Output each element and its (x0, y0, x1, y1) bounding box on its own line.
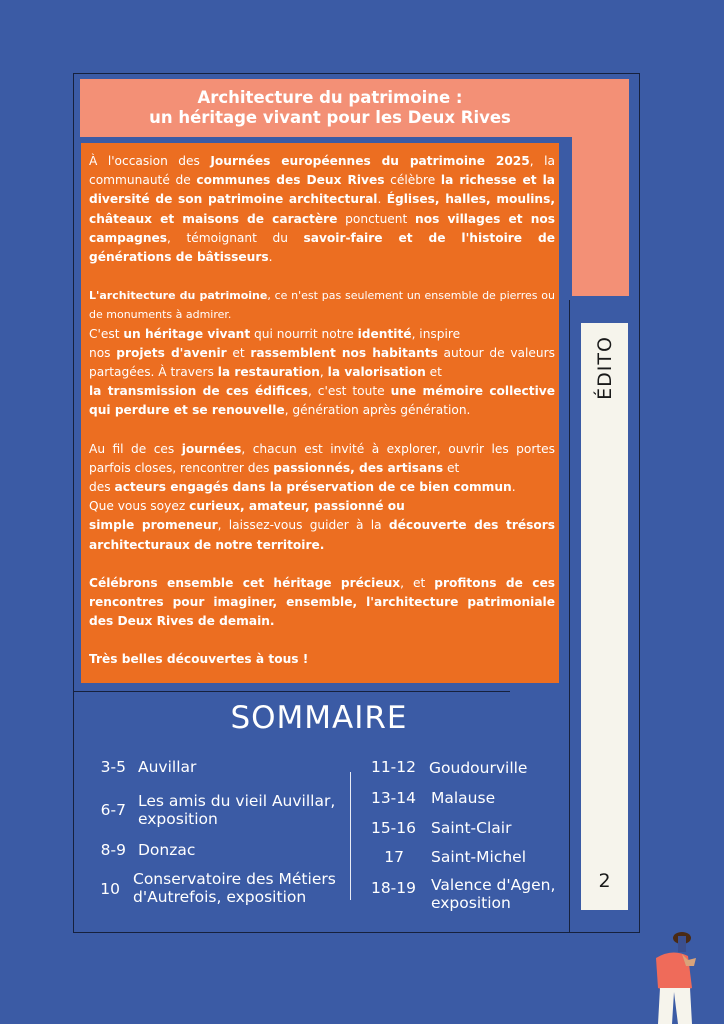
section-divider (73, 691, 510, 692)
toc-entry-label[interactable]: Auvillar (138, 758, 197, 776)
toc-entry-label[interactable]: Conservatoire des Métiers d'Autrefois, exposition (133, 870, 336, 906)
toc-entry-number[interactable]: 11-12 (370, 758, 416, 776)
edito-paragraph-2: L'architecture du patrimoine, ce n'est pas seulement un ensemble de pierres ou de monuments à admirer. C'est un héritage vivant qui nourrit notre identité, inspire nos projets d'avenir et rassemblent nos habitants autour de valeurs partagées. À travers la restauration, la valorisation et la transmission de ces édifices, c'est toute une mémoire collective qui perdure et se renouvelle, génération après génération. (89, 289, 555, 418)
toc-entry-number[interactable]: 15-16 (370, 819, 416, 837)
scarf-shape (678, 936, 686, 952)
toc-entry-number[interactable]: 8-9 (100, 841, 126, 859)
title-line-1: Architecture du patrimoine : (197, 88, 463, 107)
column-divider (569, 300, 570, 933)
banner-side-block (572, 79, 629, 296)
toc-entry-label[interactable]: Saint-Michel (431, 848, 527, 866)
toc-entry-label[interactable]: Valence d'Agen, exposition (431, 876, 556, 912)
edito-side-panel (581, 323, 628, 910)
page-number: 2 (598, 870, 611, 892)
toc-entry-number[interactable]: 6-7 (100, 801, 126, 819)
toc-separator (350, 772, 351, 900)
title-line-2: un héritage vivant pour les Deux Rives (149, 108, 511, 127)
toc-entry-number[interactable]: 3-5 (100, 758, 126, 776)
edito-paragraph-5: Très belles découvertes à tous ! (89, 652, 309, 667)
edito-paragraph-1: À l'occasion des Journées européennes du patrimoine 2025, la communauté de communes des Deux Rives célèbre la richesse et la diversité de son patrimoine architectural. Églises, halles, moulins, châteaux et maisons de caractère ponctuent nos villages et nos campagnes, témoignant du savoir-faire et de l'histoire de générations de bâtisseurs. (89, 154, 556, 265)
toc-entry-number[interactable]: 18-19 (370, 879, 416, 897)
person-illustration (642, 930, 702, 1024)
toc-entry-number[interactable]: 17 (384, 848, 404, 866)
edito-label: ÉDITO (594, 336, 616, 400)
toc-entry-label[interactable]: Les amis du vieil Auvillar, exposition (138, 792, 336, 828)
toc-entry-number[interactable]: 13-14 (370, 789, 416, 807)
page-title (80, 88, 580, 128)
toc-entry-label[interactable]: Donzac (138, 841, 196, 859)
toc-entry-label[interactable]: Malause (431, 789, 496, 807)
edito-paragraph-4: Célébrons ensemble cet héritage précieux, et profitons de ces rencontres pour imaginer, ensemble, l'architecture patrimoniale des Deux Rives de demain. (89, 575, 555, 629)
sweater-shape (656, 952, 692, 991)
sommaire-title: SOMMAIRE (230, 700, 408, 736)
toc-entry-number[interactable]: 10 (100, 880, 120, 898)
pants-shape (658, 988, 692, 1024)
edito-text (89, 152, 555, 689)
toc-entry-label[interactable]: Goudourville (429, 759, 528, 777)
toc-entry-label[interactable]: Saint-Clair (431, 819, 512, 837)
edito-paragraph-3: Au fil de ces journées, chacun est invité à explorer, ouvrir les portes parfois closes, rencontrer des passionnés, des artisans et des acteurs engagés dans la préservation de ce bien commun. Que vous soyez curieux, amateur, passionné ou simple promeneur, laissez-vous guider à la découverte des trésors architecturaux de notre territoire. (89, 441, 555, 552)
